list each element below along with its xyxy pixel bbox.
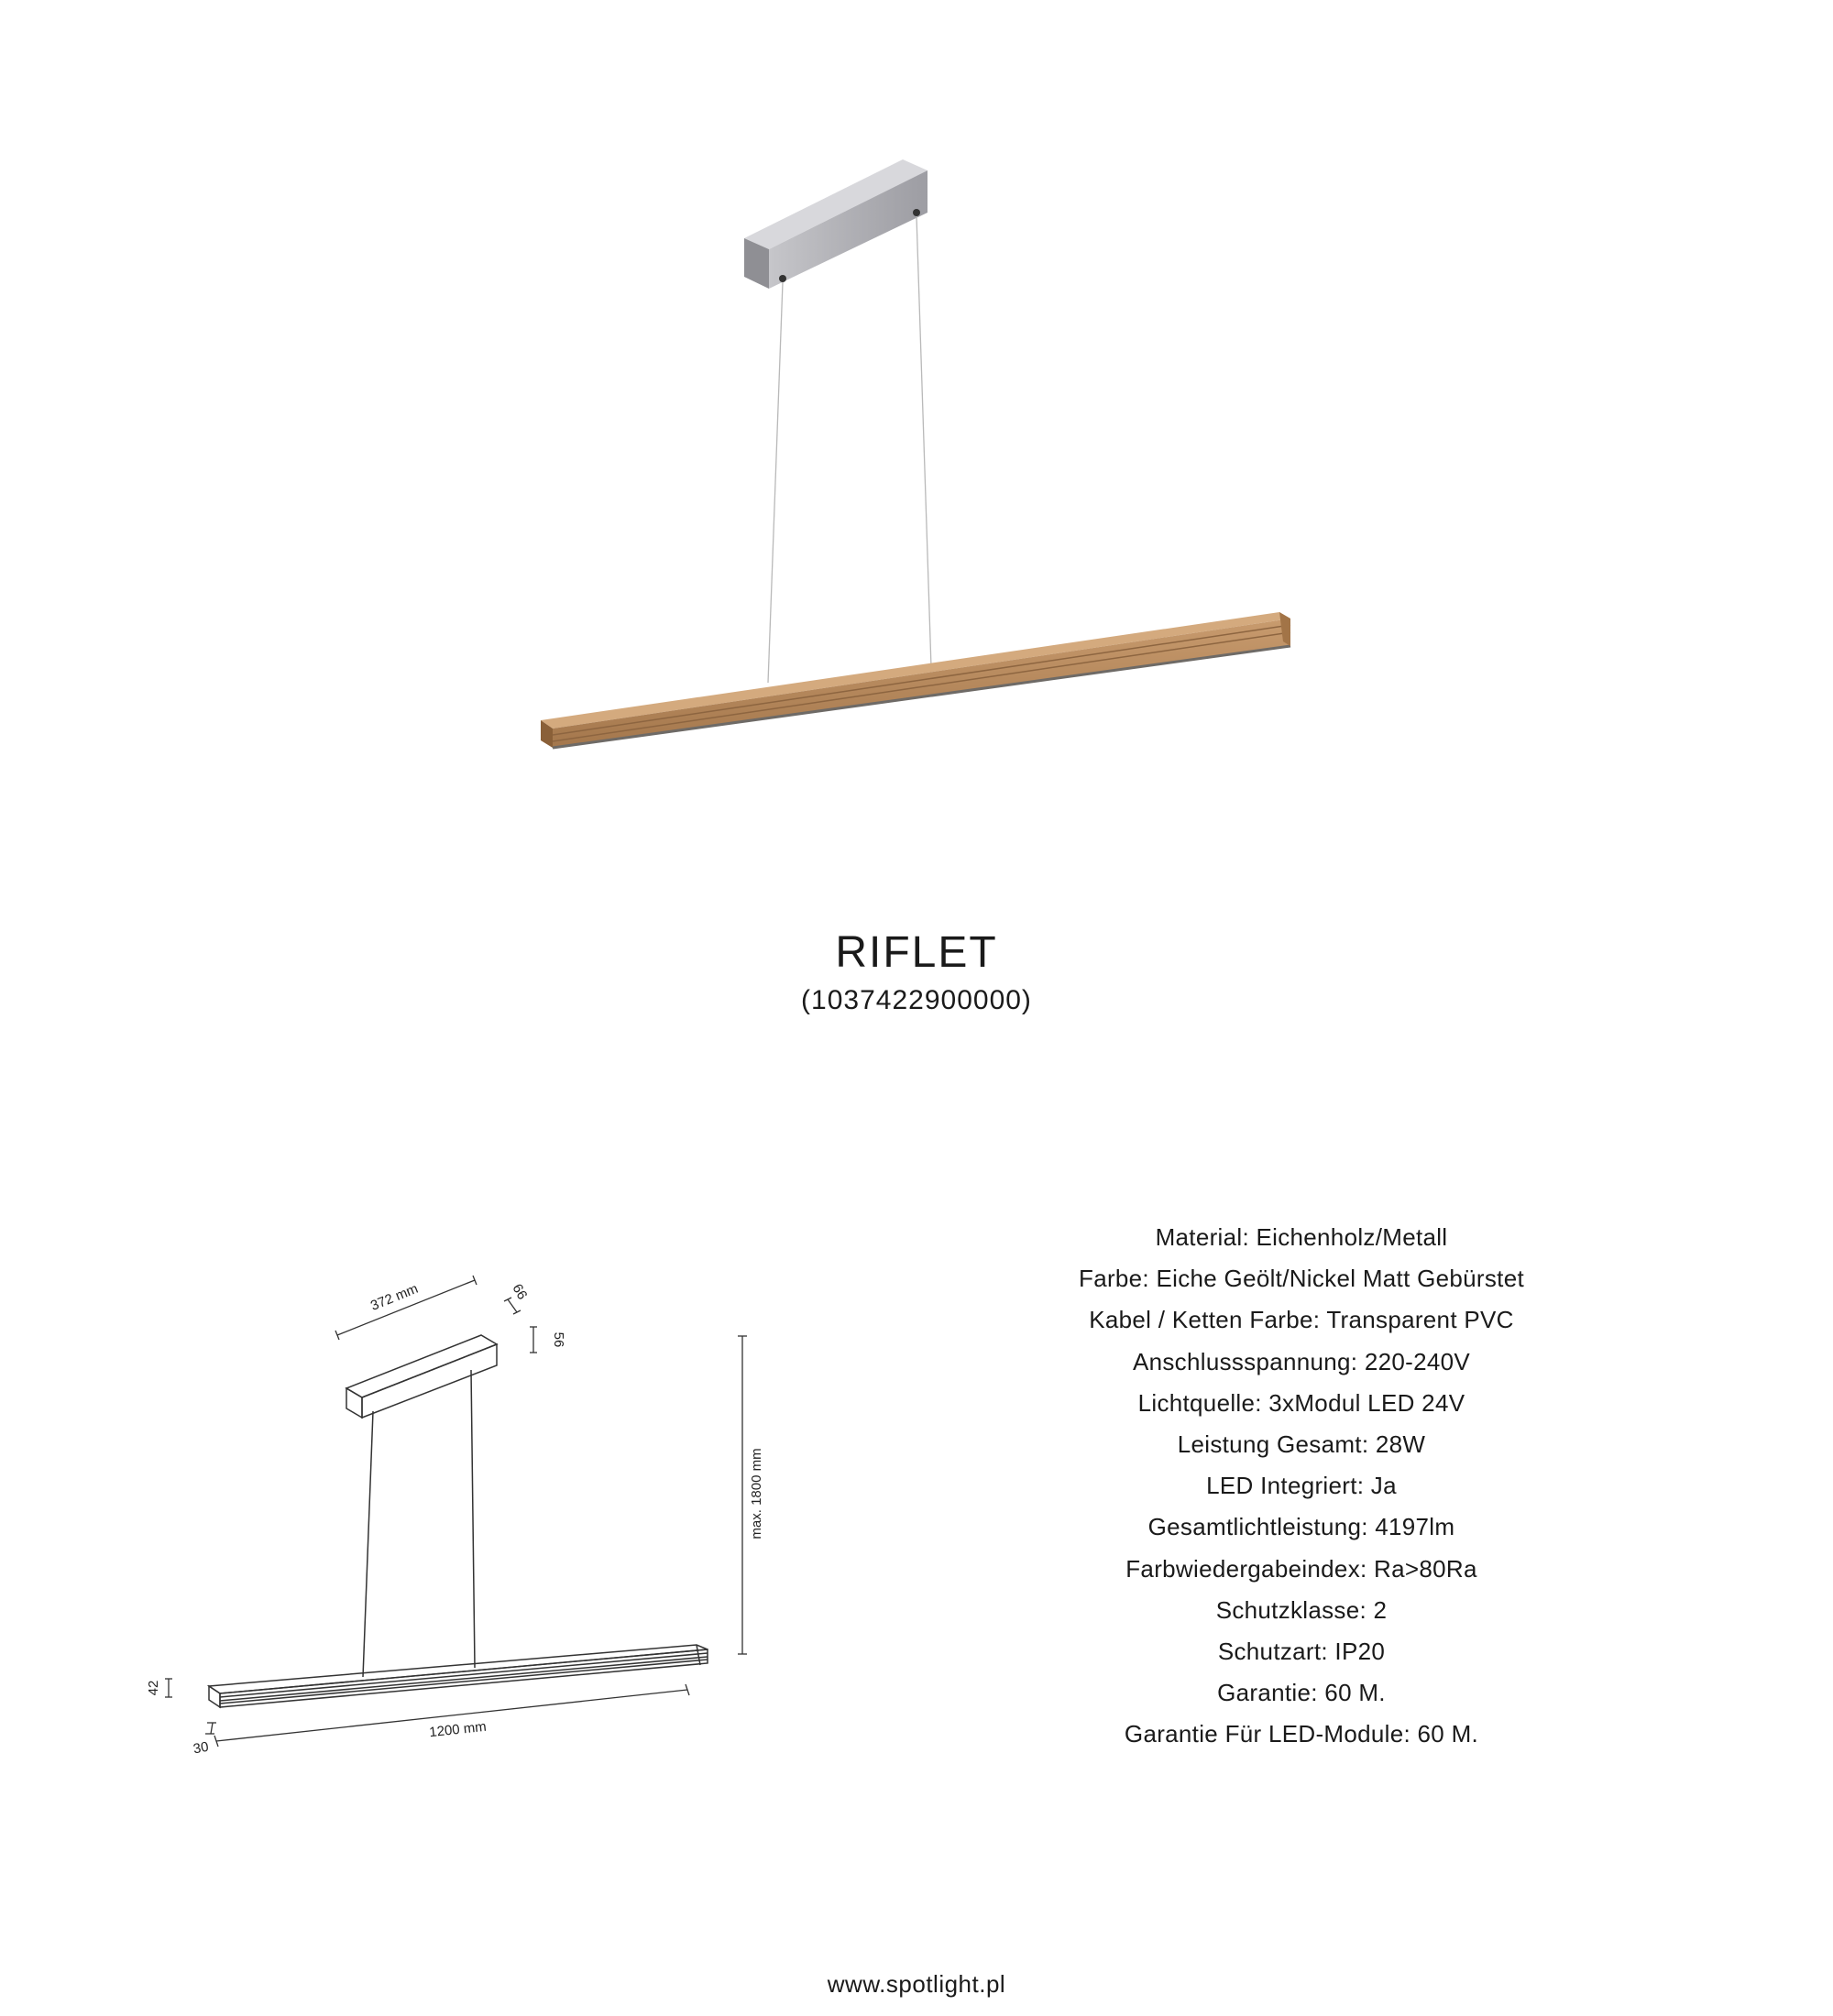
- dim-canopy-length: 372 mm: [368, 1280, 421, 1314]
- spec-luminous-flux: Gesamtlichtleistung: 4197lm: [1147, 1513, 1455, 1541]
- spec-led-integrated: LED Integriert: Ja: [1206, 1472, 1397, 1500]
- dim-max-height: max. 1800 mm: [749, 1448, 764, 1539]
- drawing-cables: [363, 1370, 475, 1677]
- spec-cri: Farbwiedergabeindex: Ra>80Ra: [1125, 1554, 1477, 1583]
- dim-bar-height: 42: [146, 1680, 161, 1696]
- spec-cable-color: Kabel / Ketten Farbe: Transparent PVC: [1089, 1306, 1514, 1334]
- spec-led-warranty: Garantie Für LED-Module: 60 M.: [1124, 1720, 1479, 1748]
- spec-power: Leistung Gesamt: 28W: [1177, 1430, 1426, 1459]
- footer-url[interactable]: www.spotlight.pl: [827, 1970, 1006, 1998]
- spec-warranty: Garantie: 60 M.: [1217, 1679, 1386, 1707]
- spec-protection-class: Schutzklasse: 2: [1215, 1595, 1388, 1624]
- drawing-canopy: [346, 1335, 497, 1418]
- dim-bar-length: 1200 mm: [428, 1718, 488, 1741]
- spec-list: [1008, 1217, 1595, 1756]
- spec-material: Material: Eichenholz/Metall: [1155, 1223, 1448, 1251]
- suspension-cables: [768, 216, 931, 683]
- product-photo: [513, 137, 1320, 779]
- wooden-bar: [541, 612, 1290, 748]
- spec-voltage: Anschlussspannung: 220-240V: [1132, 1347, 1471, 1375]
- drawing-bar: [209, 1645, 708, 1707]
- canopy: [744, 159, 927, 289]
- dim-canopy-height: 56: [551, 1331, 566, 1348]
- product-code: (1037422900000): [801, 985, 1032, 1015]
- dim-canopy-depth: 66: [509, 1281, 531, 1303]
- spec-ip-rating: Schutzart: IP20: [1217, 1638, 1386, 1666]
- product-name: RIFLET: [835, 928, 998, 977]
- spec-light-source: Lichtquelle: 3xModul LED 24V: [1137, 1388, 1465, 1417]
- technical-drawing: [137, 1265, 834, 1778]
- title-block: [0, 926, 1833, 1019]
- spec-color: Farbe: Eiche Geölt/Nickel Matt Gebürstet: [1079, 1265, 1524, 1293]
- dim-bar-depth: 30: [192, 1738, 210, 1758]
